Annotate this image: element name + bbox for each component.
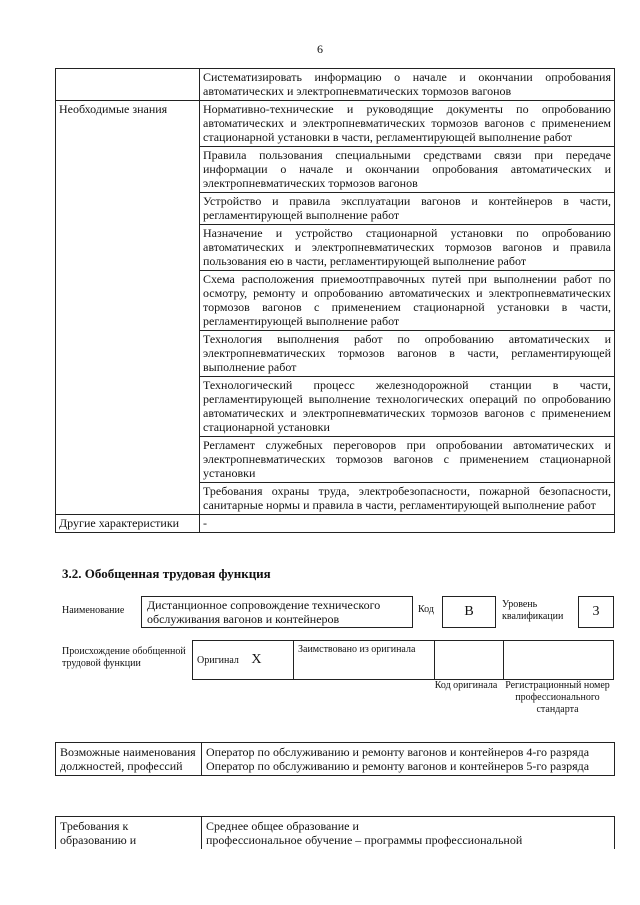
position-item: Оператор по обслуживанию и ремонту вагонов и контейнеров 4-го разряда [206,745,590,759]
other-value: - [200,515,615,533]
table-row [56,817,615,850]
original-label: Оригинал [197,654,239,666]
knowledge-item: Схема расположения приемоотправочных путей при выполнении работ по осмотру, ремонту и опробованию автоматических и электропневматических тормозов вагонов с применением стационарной установки в части, регламентирующей выполнение работ [200,271,615,331]
level-label: Уровень квалификации [502,599,564,622]
table-row [56,69,615,101]
origin-table [192,640,614,680]
knowledge-table [55,68,615,533]
knowledge-item: Технологический процесс железнодорожной станции в части, регламентирующей выполнение технологических операций по опробованию автоматических и электропневматических тормозов вагонов с применением стационарной установки [200,377,615,437]
empty-label-cell [56,69,200,101]
knowledge-item: Нормативно-технические и руководящие документы по опробованию автоматических и электропневматических тормозов вагонов с применением стационарной установки в части, регламентирующей выполнение работ [200,101,615,147]
education-table [55,816,615,849]
position-item: Оператор по обслуживанию и ремонту вагонов и контейнеров 5-го разряда [206,759,590,773]
name-value: Дистанционное сопровождение технического обслуживания вагонов и контейнеров [141,596,413,628]
positions-table [55,742,615,776]
original-code-cell [435,641,504,680]
origin-label: Происхождение обобщенной трудовой функции [62,646,186,669]
knowledge-item: Требования охраны труда, электробезопасности, пожарной безопасности, санитарные нормы и правила в части, регламентирующей выполнение работ [200,483,615,515]
reg-number-cell [504,641,614,680]
code-label: Код [418,604,434,615]
knowledge-item: Назначение и устройство стационарной установки по опробованию автоматических и электропневматических тормозов вагонов и правила пользования ею в части, регламентирующей выполнение работ [200,225,615,271]
borrowed-label: Заимствовано из оригинала [294,641,435,680]
education-label: Требования к образованию и [56,817,202,850]
level-value: 3 [578,596,614,628]
table-row [56,743,615,776]
page-number: 6 [317,42,323,56]
knowledge-item: Технология выполнения работ по опробованию автоматических и электропневматических тормозов вагонов в части, регламентирующей выполнение работ [200,331,615,377]
education-item: профессиональное обучение – программы профессиональной [206,833,523,847]
knowledge-item: Регламент служебных переговоров при опробовании автоматических и электропневматических тормозов вагонов с применением стационарной установки [200,437,615,483]
table-row [56,101,615,147]
reg-number-label: Регистрационный номер профессионального стандарта [505,680,610,715]
name-label: Наименование [62,605,125,616]
other-label: Другие характеристики [56,515,200,533]
section-heading: 3.2. Обобщенная трудовая функция [62,566,271,581]
knowledge-item: Правила пользования специальными средствами связи при передаче информации о начале и окончании опробования автоматических и электропневматических тормозов вагонов [200,147,615,193]
skill-continuation: Систематизировать информацию о начале и окончании опробования автоматических и электропневматических тормозов вагонов [200,69,615,101]
positions-label: Возможные наименования должностей, профессий [56,743,202,776]
positions-list [202,743,615,776]
knowledge-label: Необходимые знания [56,101,200,515]
table-row [56,515,615,533]
original-mark: X [251,651,262,667]
original-code-label: Код оригинала [434,680,498,691]
education-list [202,817,615,850]
education-item: Среднее общее образование и [206,819,359,833]
code-value: В [442,596,496,628]
knowledge-item: Устройство и правила эксплуатации вагонов и контейнеров в части, регламентирующей выполнение работ [200,193,615,225]
